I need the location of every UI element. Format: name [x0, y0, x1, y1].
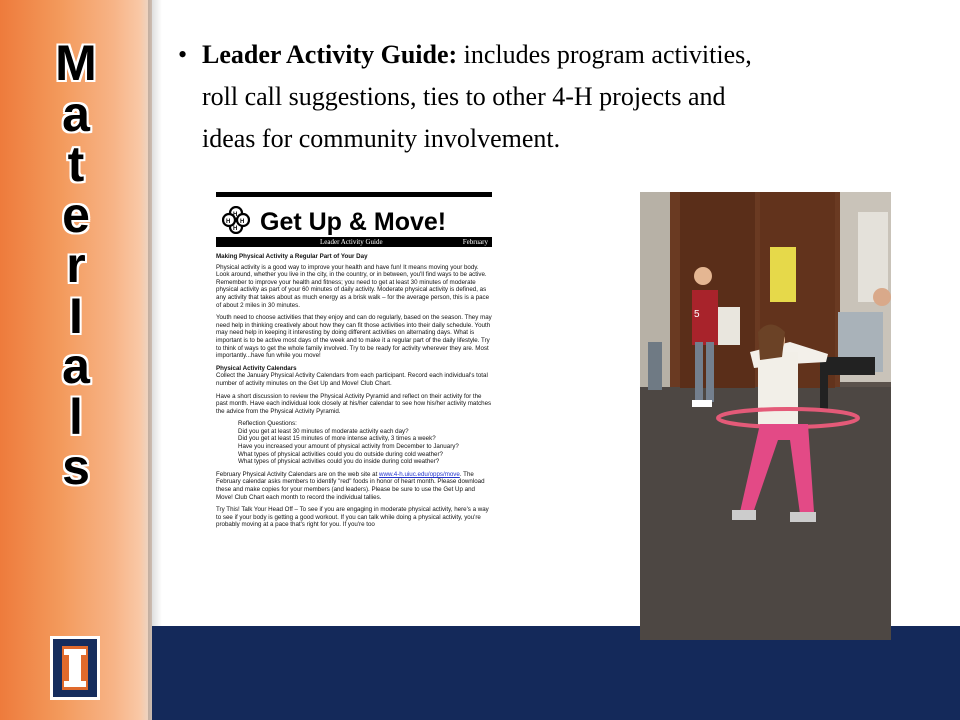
reflection-questions	[216, 420, 492, 466]
section-heading: Physical Activity Calendars	[216, 364, 297, 372]
svg-text:H: H	[226, 219, 231, 225]
paragraph-text: February Physical Activity Calendars are on the web site at	[216, 470, 380, 478]
bullet-line: roll call suggestions, ties to other 4-H projects and	[202, 82, 726, 111]
title-letter: l	[69, 388, 83, 445]
document-subtitle-bar	[216, 237, 492, 247]
title-letter: e	[62, 186, 90, 243]
paragraph: Physical activity is a good way to improve your health and have fun! It means moving your body. Look around, whether you live in the city, in the country, or in between, you'll find ways to be active. Remember to improve your health and fitness; you need to get at least 30 minutes of moderate physical activity as part of your 60 minutes of daily activity. Moderate physical activity is defined, as any activity that takes about as much energy as a brisk walk – for the average person, this is a pace of about 2 miles in 30 minutes.	[216, 263, 490, 309]
bullet-line: ideas for community involvement.	[202, 124, 561, 153]
question: What types of physical activities could you do inside during cold weather?	[238, 458, 440, 466]
university-logo-icon	[50, 636, 100, 700]
paragraph-text: . The February calendar asks members to identify "red" foods in honor of heart month. Please download these and make copies for your members (and leaders). Please be sure to use the Get Up and Move! Club Chart each month to record the individual tallies.	[216, 470, 485, 501]
title-letter: r	[66, 237, 86, 293]
bullet-line: includes program activities,	[463, 40, 752, 69]
question: Have you increased your amount of physical activity from December to January?	[238, 443, 459, 451]
svg-text:H: H	[233, 212, 238, 218]
document-subtitle: Leader Activity Guide	[320, 238, 383, 246]
document-title: Get Up & Move!	[260, 208, 447, 236]
svg-text:H: H	[240, 219, 245, 225]
bullet-point	[170, 34, 900, 160]
question: Did you get at least 30 minutes of moderate activity each day?	[238, 427, 409, 435]
title-letter: a	[62, 85, 90, 142]
reflection-heading: Reflection Questions:	[238, 420, 297, 428]
activity-guide-document	[212, 190, 494, 580]
title-letter: t	[67, 136, 85, 192]
document-month: February	[462, 238, 488, 246]
vertical-title-materials	[0, 35, 152, 495]
title-letter: M	[55, 35, 97, 91]
document-body	[216, 253, 492, 534]
paragraph	[216, 471, 492, 501]
shirt-number: 5	[694, 309, 700, 320]
paragraph: Youth need to choose activities that they enjoy and can do regularly, based on the season. They may need help in thinking creatively about how they can fit those activities into their daily schedule. Youth may need help in keeping it interesting by doing different activities on alternating days. What is important is to be active most days of the week and to make it a regular part of the daily lifestyle. Try to think of ways to get the whole family involved. Try to be ready for activity wherever they are. Most importantly...have fun while you move!	[216, 314, 492, 360]
sidebar	[0, 0, 152, 720]
title-letter: I	[69, 287, 83, 344]
question: Did you get at least 15 minutes of more intense activity, 3 times a week?	[238, 435, 436, 443]
bullet-marker: •	[178, 40, 188, 69]
title-letter: s	[62, 439, 90, 495]
section-heading: Making Physical Activity a Regular Part of Your Day	[216, 253, 368, 260]
title-letter: a	[62, 338, 90, 394]
paragraph: Have a short discussion to review the Physical Activity Pyramid and reflect on their activity for the past month. Have each individual look closely at his/her calendar to see how his/her activity matches the advice from the Physical Activity Pyramid.	[216, 392, 492, 415]
question: What types of physical activities could you do outside during cold weather?	[238, 450, 443, 458]
children-hula-hoop-photo	[640, 192, 891, 640]
svg-text:H: H	[233, 226, 238, 232]
sidebar-shadow	[148, 0, 162, 720]
four-leaf-clover-icon	[222, 206, 250, 234]
document-top-rule	[216, 192, 492, 197]
footer-band	[152, 626, 960, 720]
bullet-heading: Leader Activity Guide:	[202, 40, 458, 69]
paragraph: Collect the January Physical Activity Calendars from each participant. Record each individual's total number of activity minutes on the Get Up and Move! Club Chart.	[216, 372, 488, 387]
web-link[interactable]: www.4-h.uiuc.edu/opps/move	[379, 470, 460, 478]
paragraph: Try This! Talk Your Head Off – To see if you are engaging in moderate physical activity, here's a way to see if your body is getting a good workout. If you can talk while doing a physical activity, you're probably moving at a pace that's right for you. If you're too	[216, 506, 489, 529]
document-header	[218, 200, 490, 238]
